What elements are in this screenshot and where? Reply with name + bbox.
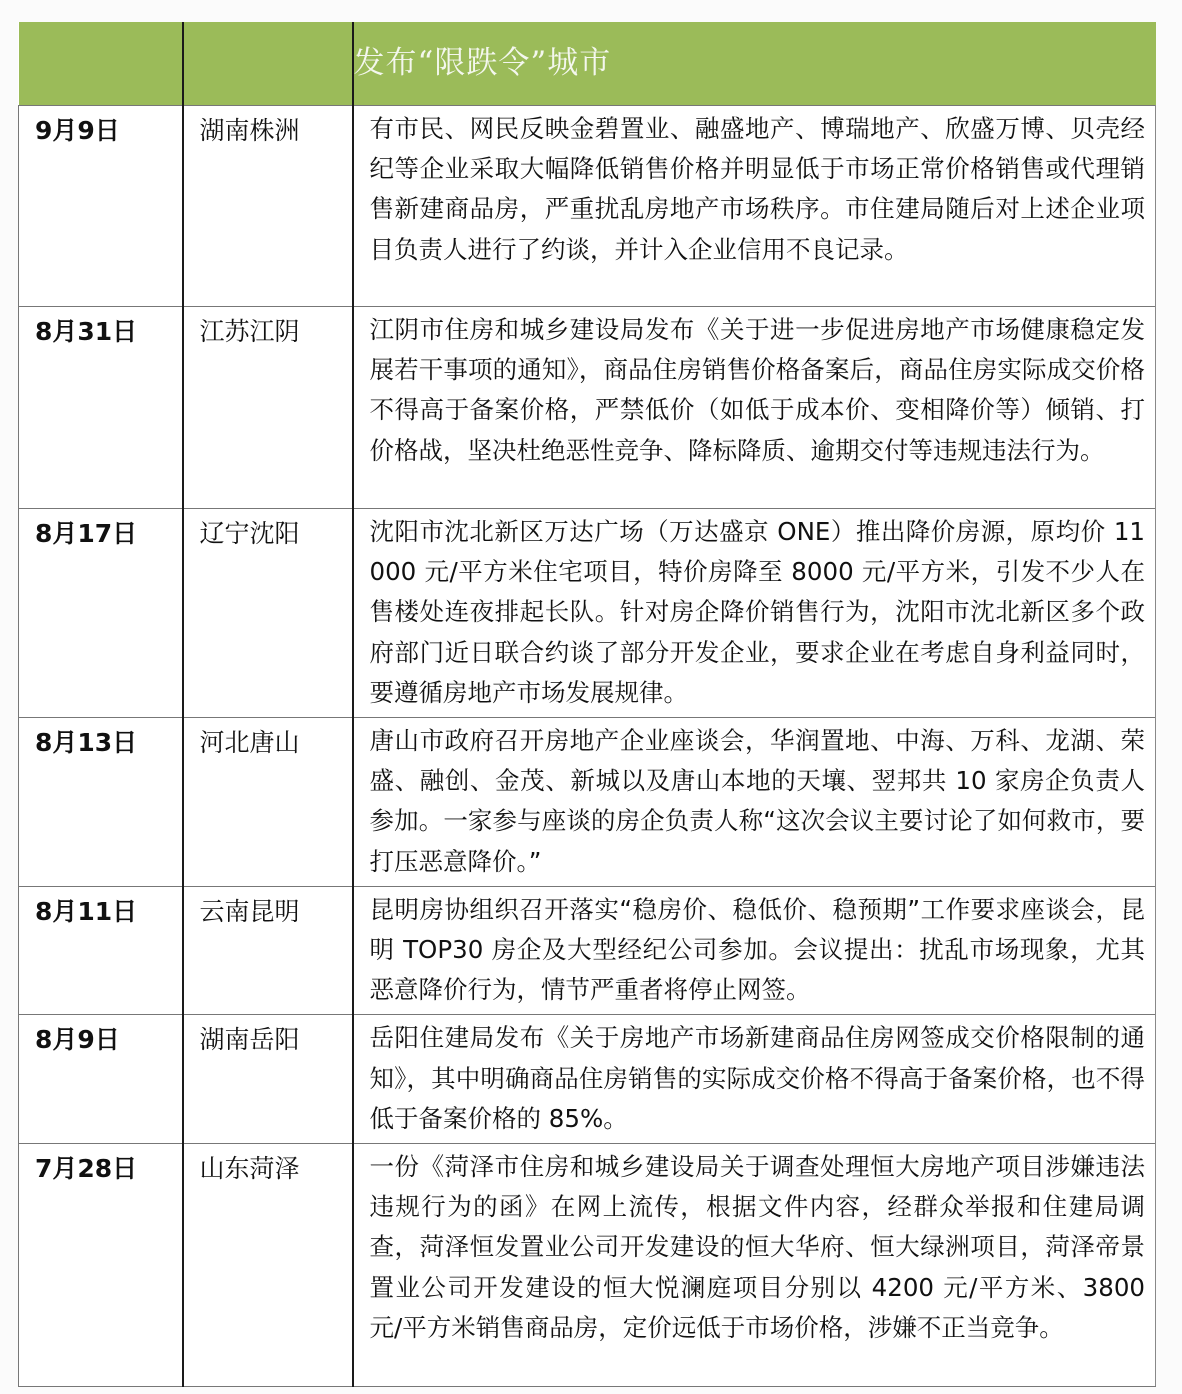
city-cell: 辽宁沈阳 — [183, 509, 353, 718]
date-cell: 9月9日 — [19, 106, 183, 307]
date-cell: 8月31日 — [19, 307, 183, 509]
description-cell: 一份《菏泽市住房和城乡建设局关于调查处理恒大房地产项目涉嫌违法违规行为的函》在网上流传，根据文件内容，经群众举报和住建局调查，菏泽恒发置业公司开发建设的恒大华府、恒大绿洲项目，菏泽帝景置业公司开发建设的恒大悦澜庭项目分别以 4200 元/平方米、3800 元/平方米销售商品房，定价远低于市场价格，涉嫌不正当竞争。 — [353, 1144, 1156, 1387]
date-cell: 8月17日 — [19, 509, 183, 718]
table-row — [19, 509, 1156, 718]
city-cell: 湖南株洲 — [183, 106, 353, 307]
city-cell: 湖南岳阳 — [183, 1015, 353, 1144]
table-row — [19, 307, 1156, 509]
description-cell: 昆明房协组织召开落实“稳房价、稳低价、稳预期”工作要求座谈会，昆明 TOP30 房企及大型经纪公司参加。会议提出：扰乱市场现象，尤其恶意降价行为，情节严重者将停止网签。 — [353, 886, 1156, 1015]
date-cell: 8月9日 — [19, 1015, 183, 1144]
table-row — [19, 1015, 1156, 1144]
header-date-cell — [19, 22, 183, 106]
table-row — [19, 1144, 1156, 1387]
table-title: 发布“限跌令”城市 — [353, 22, 1156, 106]
description-cell: 唐山市政府召开房地产企业座谈会，华润置地、中海、万科、龙湖、荣盛、融创、金茂、新城以及唐山本地的天壤、翌邦共 10 家房企负责人参加。一家参与座谈的房企负责人称“这次会议主要讨论了如何救市，要打压恶意降价。” — [353, 718, 1156, 887]
date-cell: 7月28日 — [19, 1144, 183, 1387]
city-cell: 云南昆明 — [183, 886, 353, 1015]
city-price-floor-table — [18, 22, 1156, 1387]
table-row — [19, 718, 1156, 887]
date-cell: 8月13日 — [19, 718, 183, 887]
header-city-cell — [183, 22, 353, 106]
table-row — [19, 106, 1156, 307]
city-cell: 江苏江阴 — [183, 307, 353, 509]
description-cell: 江阴市住房和城乡建设局发布《关于进一步促进房地产市场健康稳定发展若干事项的通知》，商品住房销售价格备案后，商品住房实际成交价格不得高于备案价格，严禁低价（如低于成本价、变相降价等）倾销、打价格战，坚决杜绝恶性竞争、降标降质、逾期交付等违规违法行为。 — [353, 307, 1156, 509]
description-cell: 岳阳住建局发布《关于房地产市场新建商品住房网签成交价格限制的通知》，其中明确商品住房销售的实际成交价格不得高于备案价格，也不得低于备案价格的 85%。 — [353, 1015, 1156, 1144]
table-row — [19, 886, 1156, 1015]
description-cell: 有市民、网民反映金碧置业、融盛地产、博瑞地产、欣盛万博、贝壳经纪等企业采取大幅降低销售价格并明显低于市场正常价格销售或代理销售新建商品房，严重扰乱房地产市场秩序。市住建局随后对上述企业项目负责人进行了约谈，并计入企业信用不良记录。 — [353, 106, 1156, 307]
date-cell: 8月11日 — [19, 886, 183, 1015]
city-cell: 河北唐山 — [183, 718, 353, 887]
table-header-row — [19, 22, 1156, 106]
description-cell: 沈阳市沈北新区万达广场（万达盛京 ONE）推出降价房源，原均价 11000 元/平方米住宅项目，特价房降至 8000 元/平方米，引发不少人在售楼处连夜排起长队。针对房企降价销售行为，沈阳市沈北新区多个政府部门近日联合约谈了部分开发企业，要求企业在考虑自身利益同时，要遵循房地产市场发展规律。 — [353, 509, 1156, 718]
city-cell: 山东菏泽 — [183, 1144, 353, 1387]
